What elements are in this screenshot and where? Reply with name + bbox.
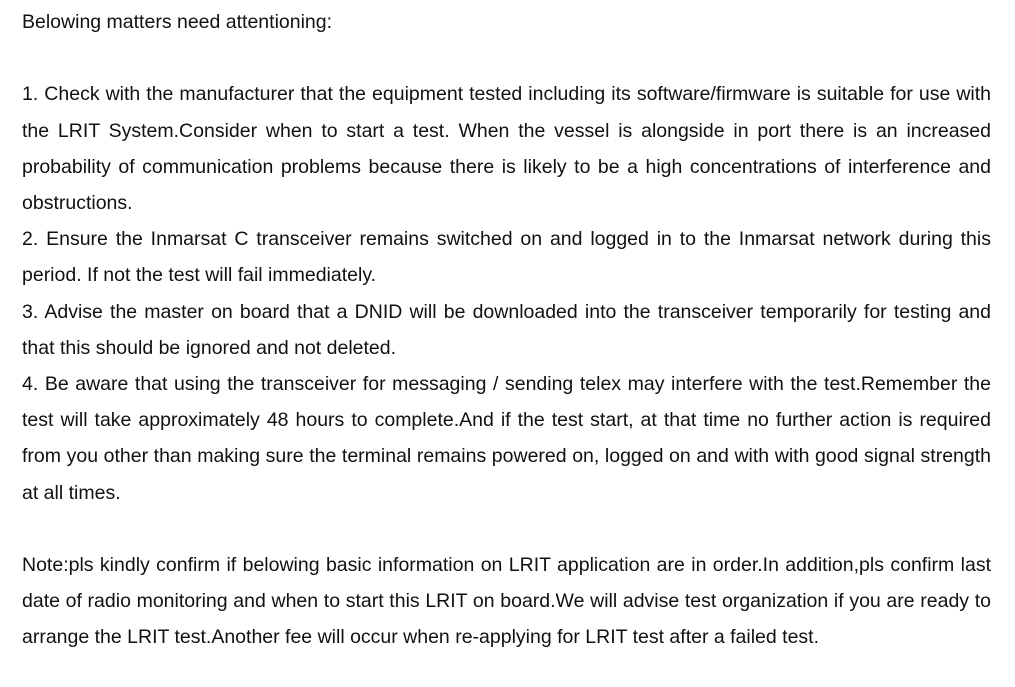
- note-paragraph: Note:pls kindly confirm if belowing basic information on LRIT application are in order.In addition,pls confirm last date of radio monitoring and when to start this LRIT on board.We will advise test organization if you are ready to arrange the LRIT test.Another fee will occur when re-applying for LRIT test after a failed test.: [22, 554, 991, 649]
- item-2: 2. Ensure the Inmarsat C transceiver remains switched on and logged in to the Inmarsat network during this period. If not the test will fail immediately.: [22, 228, 991, 287]
- document-heading: Belowing matters need attentioning:: [22, 11, 333, 33]
- spacer: [22, 511, 991, 547]
- spacer: [22, 40, 991, 76]
- item-1: 1. Check with the manufacturer that the equipment tested including its software/firmware is suitable for use with the LRIT System.Consider when to start a test. When the vessel is alongside in port there is an increased probability of communication problems because there is likely to be a high concentrations of interference and obstructions.: [22, 83, 991, 214]
- item-4: 4. Be aware that using the transceiver for messaging / sending telex may interfere with the test.Remember the test will take approximately 48 hours to complete.And if the test start, at that time no further action is required from you other than making sure the terminal remains powered on, logged on and with with good signal strength at all times.: [22, 373, 991, 504]
- item-3: 3. Advise the master on board that a DNID will be downloaded into the transceiver temporarily for testing and that this should be ignored and not deleted.: [22, 300, 991, 359]
